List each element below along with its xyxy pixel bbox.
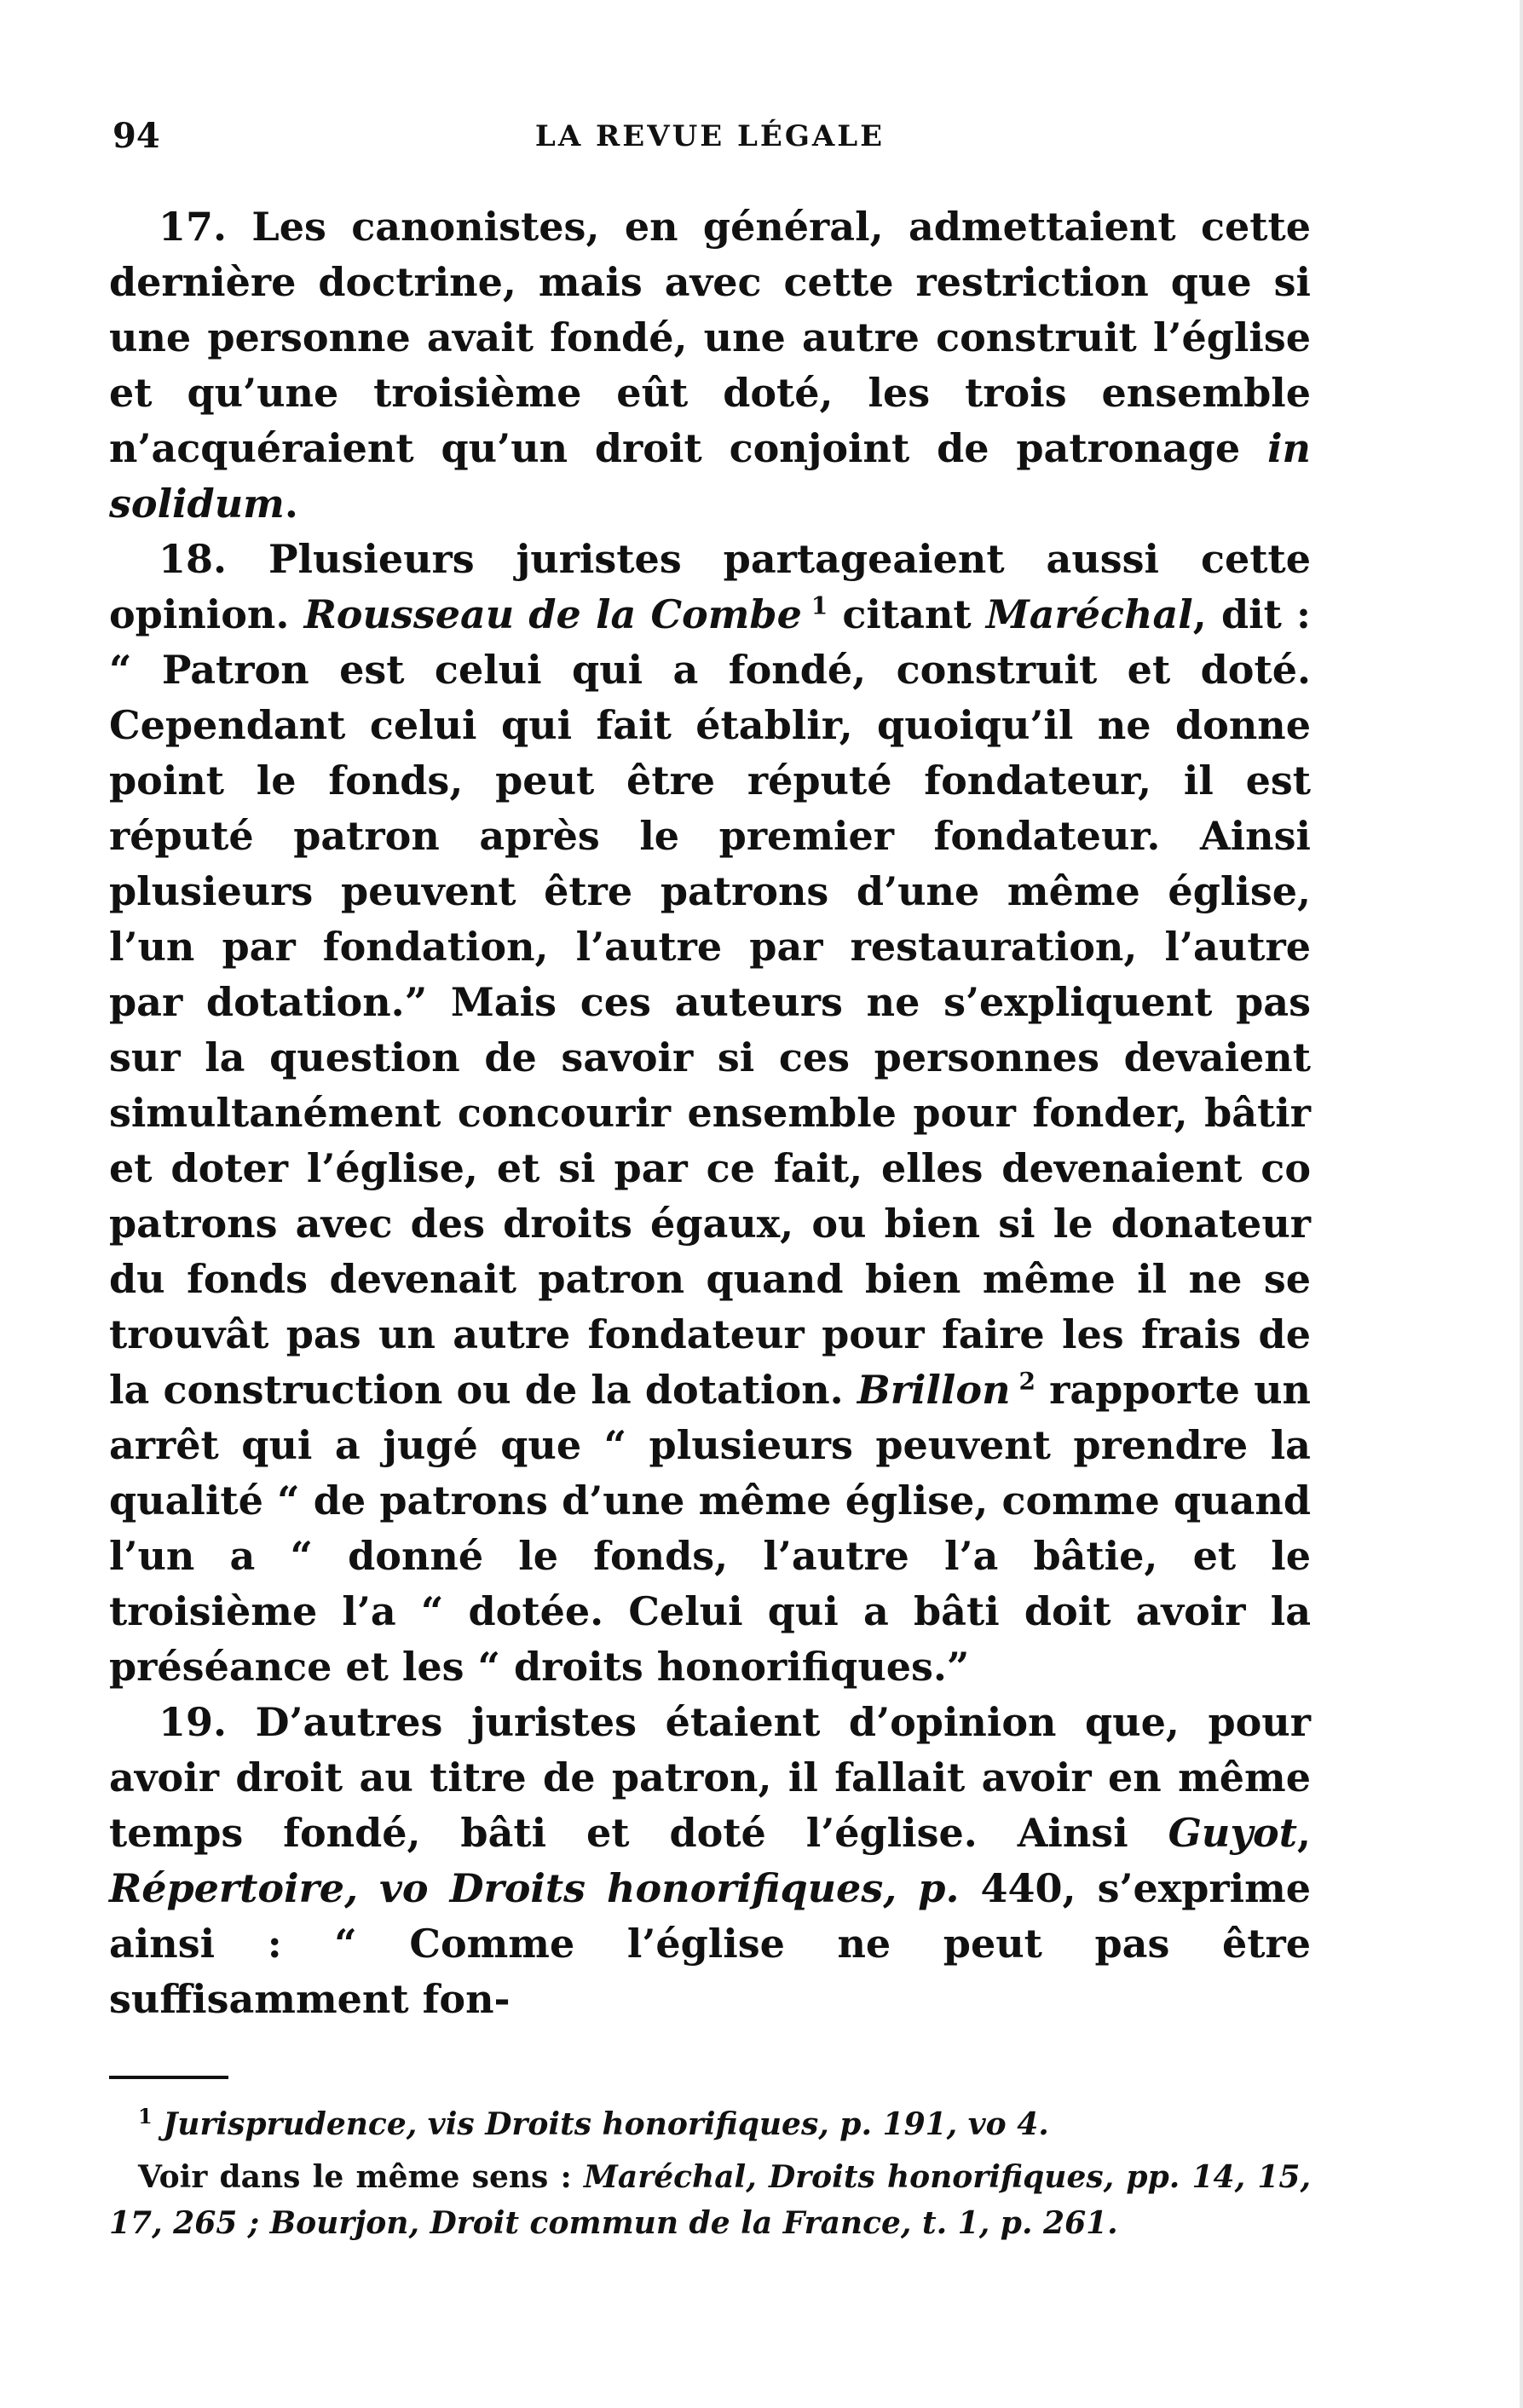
footnote-2: [109, 2154, 1311, 2246]
text-run: , dit : “ Patron est celui qui a fondé, construit et doté. Cependant celui qui fait établir, quoiqu’il ne donne point le fonds, peut être réputé fondateur, il est réputé patron après le premier fondateur. Ainsi plusieurs peuvent être patrons d’une même église, l’un par fondation, l’autre par restauration, l’autre par dotation.” Mais ces auteurs ne s’expliquent pas sur la question de savoir si ces personnes devaient simultanément concourir ensemble pour fonder, bâtir et doter l’église, et si par ce fait, elles devenaient co patrons avec des droits égaux, ou bien si le donateur du fonds devenait patron quand bien même il ne se trouvât pas un autre fondateur pour faire les frais de la construction ou de la dotation.: [109, 591, 1311, 1413]
footnote-ref: 1: [138, 2104, 153, 2129]
italic-text: Guyot: [1168, 1810, 1297, 1856]
page-header: [109, 116, 1311, 167]
footnote-rule: [109, 2076, 228, 2079]
running-title: LA REVUE LÉGALE: [534, 119, 886, 153]
italic-text: Maréchal, Droits honorifiques, pp. 14, 15, 17, 265 ; Bourjon, Droit commun de la France, t. 1, p. 261.: [109, 2159, 1311, 2241]
text-run: 19. D’autres juristes étaient d’opinion que, pour avoir droit au titre de patron, il fallait avoir en même temps fondé, bâti et doté l’église. Ainsi: [109, 1699, 1311, 1856]
footnotes: [109, 2101, 1311, 2253]
footnote-ref: 2: [1010, 1367, 1036, 1396]
text-run: .: [284, 481, 298, 527]
text-run: ,: [1296, 1810, 1311, 1856]
text-run: citant: [828, 591, 986, 637]
page-edge-shadow: [1520, 0, 1523, 2408]
text-run: 440, s’exprime ainsi : “ Comme l’église ne peut pas être suffisamment fon-: [109, 1865, 1312, 2022]
paragraph-17: [109, 199, 1311, 532]
italic-text: Brillon: [857, 1367, 1011, 1413]
page-number: 94: [112, 116, 160, 156]
italic-text: Répertoire, vo Droits honorifiques, p.: [109, 1865, 960, 1911]
paragraph-18: [109, 532, 1311, 1695]
footnote-1: [109, 2101, 1311, 2147]
body-text: [109, 199, 1311, 2027]
italic-text: Rousseau de la Combe: [303, 591, 802, 637]
text-run: 18. Plusieurs juristes partageaient aussi cette opinion.: [109, 536, 1311, 637]
italic-text: Jurisprudence, vis Droits honorifiques, p. 191, vo 4.: [152, 2106, 1049, 2142]
italic-text: in solidum: [109, 425, 1311, 527]
text-run: Voir dans le même sens :: [138, 2159, 585, 2195]
italic-text: Maréchal: [985, 591, 1193, 637]
footnote-ref: 1: [801, 591, 828, 620]
text-run: rapporte un arrêt qui a jugé que “ plusieurs peuvent prendre la qualité “ de patrons d’une même église, comme quand l’un a “ donné le fonds, l’autre l’a bâtie, et le troisième l’a “ dotée. Celui qui a bâti doit avoir la préséance et les “ droits honorifiques.”: [109, 1367, 1311, 1690]
paragraph-19: [109, 1695, 1311, 2027]
text-run: 17. Les canonistes, en général, admettaient cette dernière doctrine, mais avec cette restriction que si une personne avait fondé, une autre construit l’église et qu’une troisième eût doté, les trois ensemble n’acquéraient qu’un droit conjoint de patronage: [109, 204, 1311, 471]
